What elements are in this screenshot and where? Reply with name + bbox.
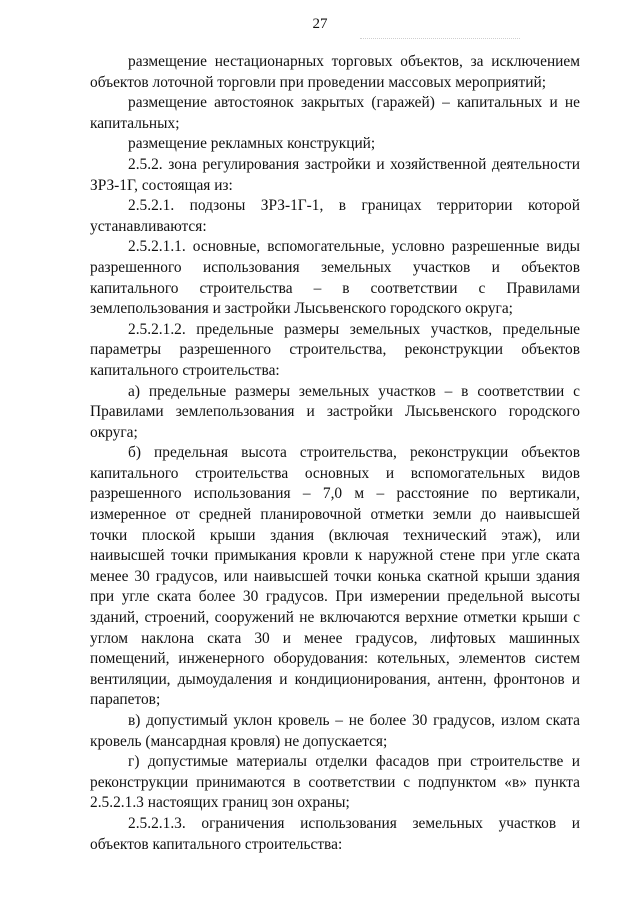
paragraph: г) допустимые материалы отделки фасадов при строительстве и реконструкции принимаются в соответствии с подпунктом «в» пункта 2.5.2.1.3 настоящих границ зон охраны; (90, 753, 580, 812)
scan-artifact-line (360, 38, 520, 39)
paragraph: размещение рекламных конструкций; (128, 135, 376, 153)
paragraph: 2.5.2.1.1. основные, вспомогательные, условно разрешенные виды разрешенного использования земельных участков и объектов капитального строительства – в соответствии с Правилами землепользования и застройки Лысьвенского городского округа; (90, 238, 580, 318)
paragraph: 2.5.2. зона регулирования застройки и хозяйственной деятельности ЗРЗ-1Г, состоящая из: (90, 155, 580, 194)
paragraph: в) допустимый уклон кровель – не более 30 градусов, излом ската кровель (мансардная кровля) не допускается; (90, 712, 580, 750)
paragraph: размещение автостоянок закрытых (гаражей) – капитальных и не капитальных; (90, 94, 580, 132)
paragraph: б) предельная высота строительства, реконструкции объектов капитального строительства основных и вспомогательных видов разрешенного использования – 7,0 м – расстояние по вертикали, измеренное от средней планировочной отметки земли до наивысшей точки плоской крыши здания (включая технический этаж), или наивысшей точки примыкания кровли к наружной стене при угле ската менее 30 градусов, или наивысшей точки конька скатной крыши здания при угле ската более 30 градусов. При измерении предельной высоты зданий, строений, сооружений не включаются верхние отметки крыши с углом наклона ската 30 и менее градусов, лифтовых машинных помещений, инженерного оборудования: котельных, элементов систем вентиляции, дымоудаления и кондиционирования, антенн, фронтонов и парапетов; (90, 444, 580, 709)
paragraph: 2.5.2.1.3. ограничения использования земельных участков и объектов капитального строительства: (90, 814, 580, 853)
document-body (90, 52, 580, 855)
paragraph: 2.5.2.1.2. предельные размеры земельных участков, предельные параметры разрешенного строительства, реконструкции объектов капитального строительства: (90, 320, 580, 379)
paragraph: размещение нестационарных торговых объектов, за исключением объектов лоточной торговли при проведении массовых мероприятий; (90, 53, 580, 91)
paragraph: 2.5.2.1. подзоны ЗРЗ-1Г-1, в границах территории которой устанавливаются: (90, 197, 580, 235)
paragraph: а) предельные размеры земельных участков – в соответствии с Правилами землепользования и застройки Лысьвенского городского округа; (90, 382, 580, 441)
page-number: 27 (312, 16, 328, 32)
